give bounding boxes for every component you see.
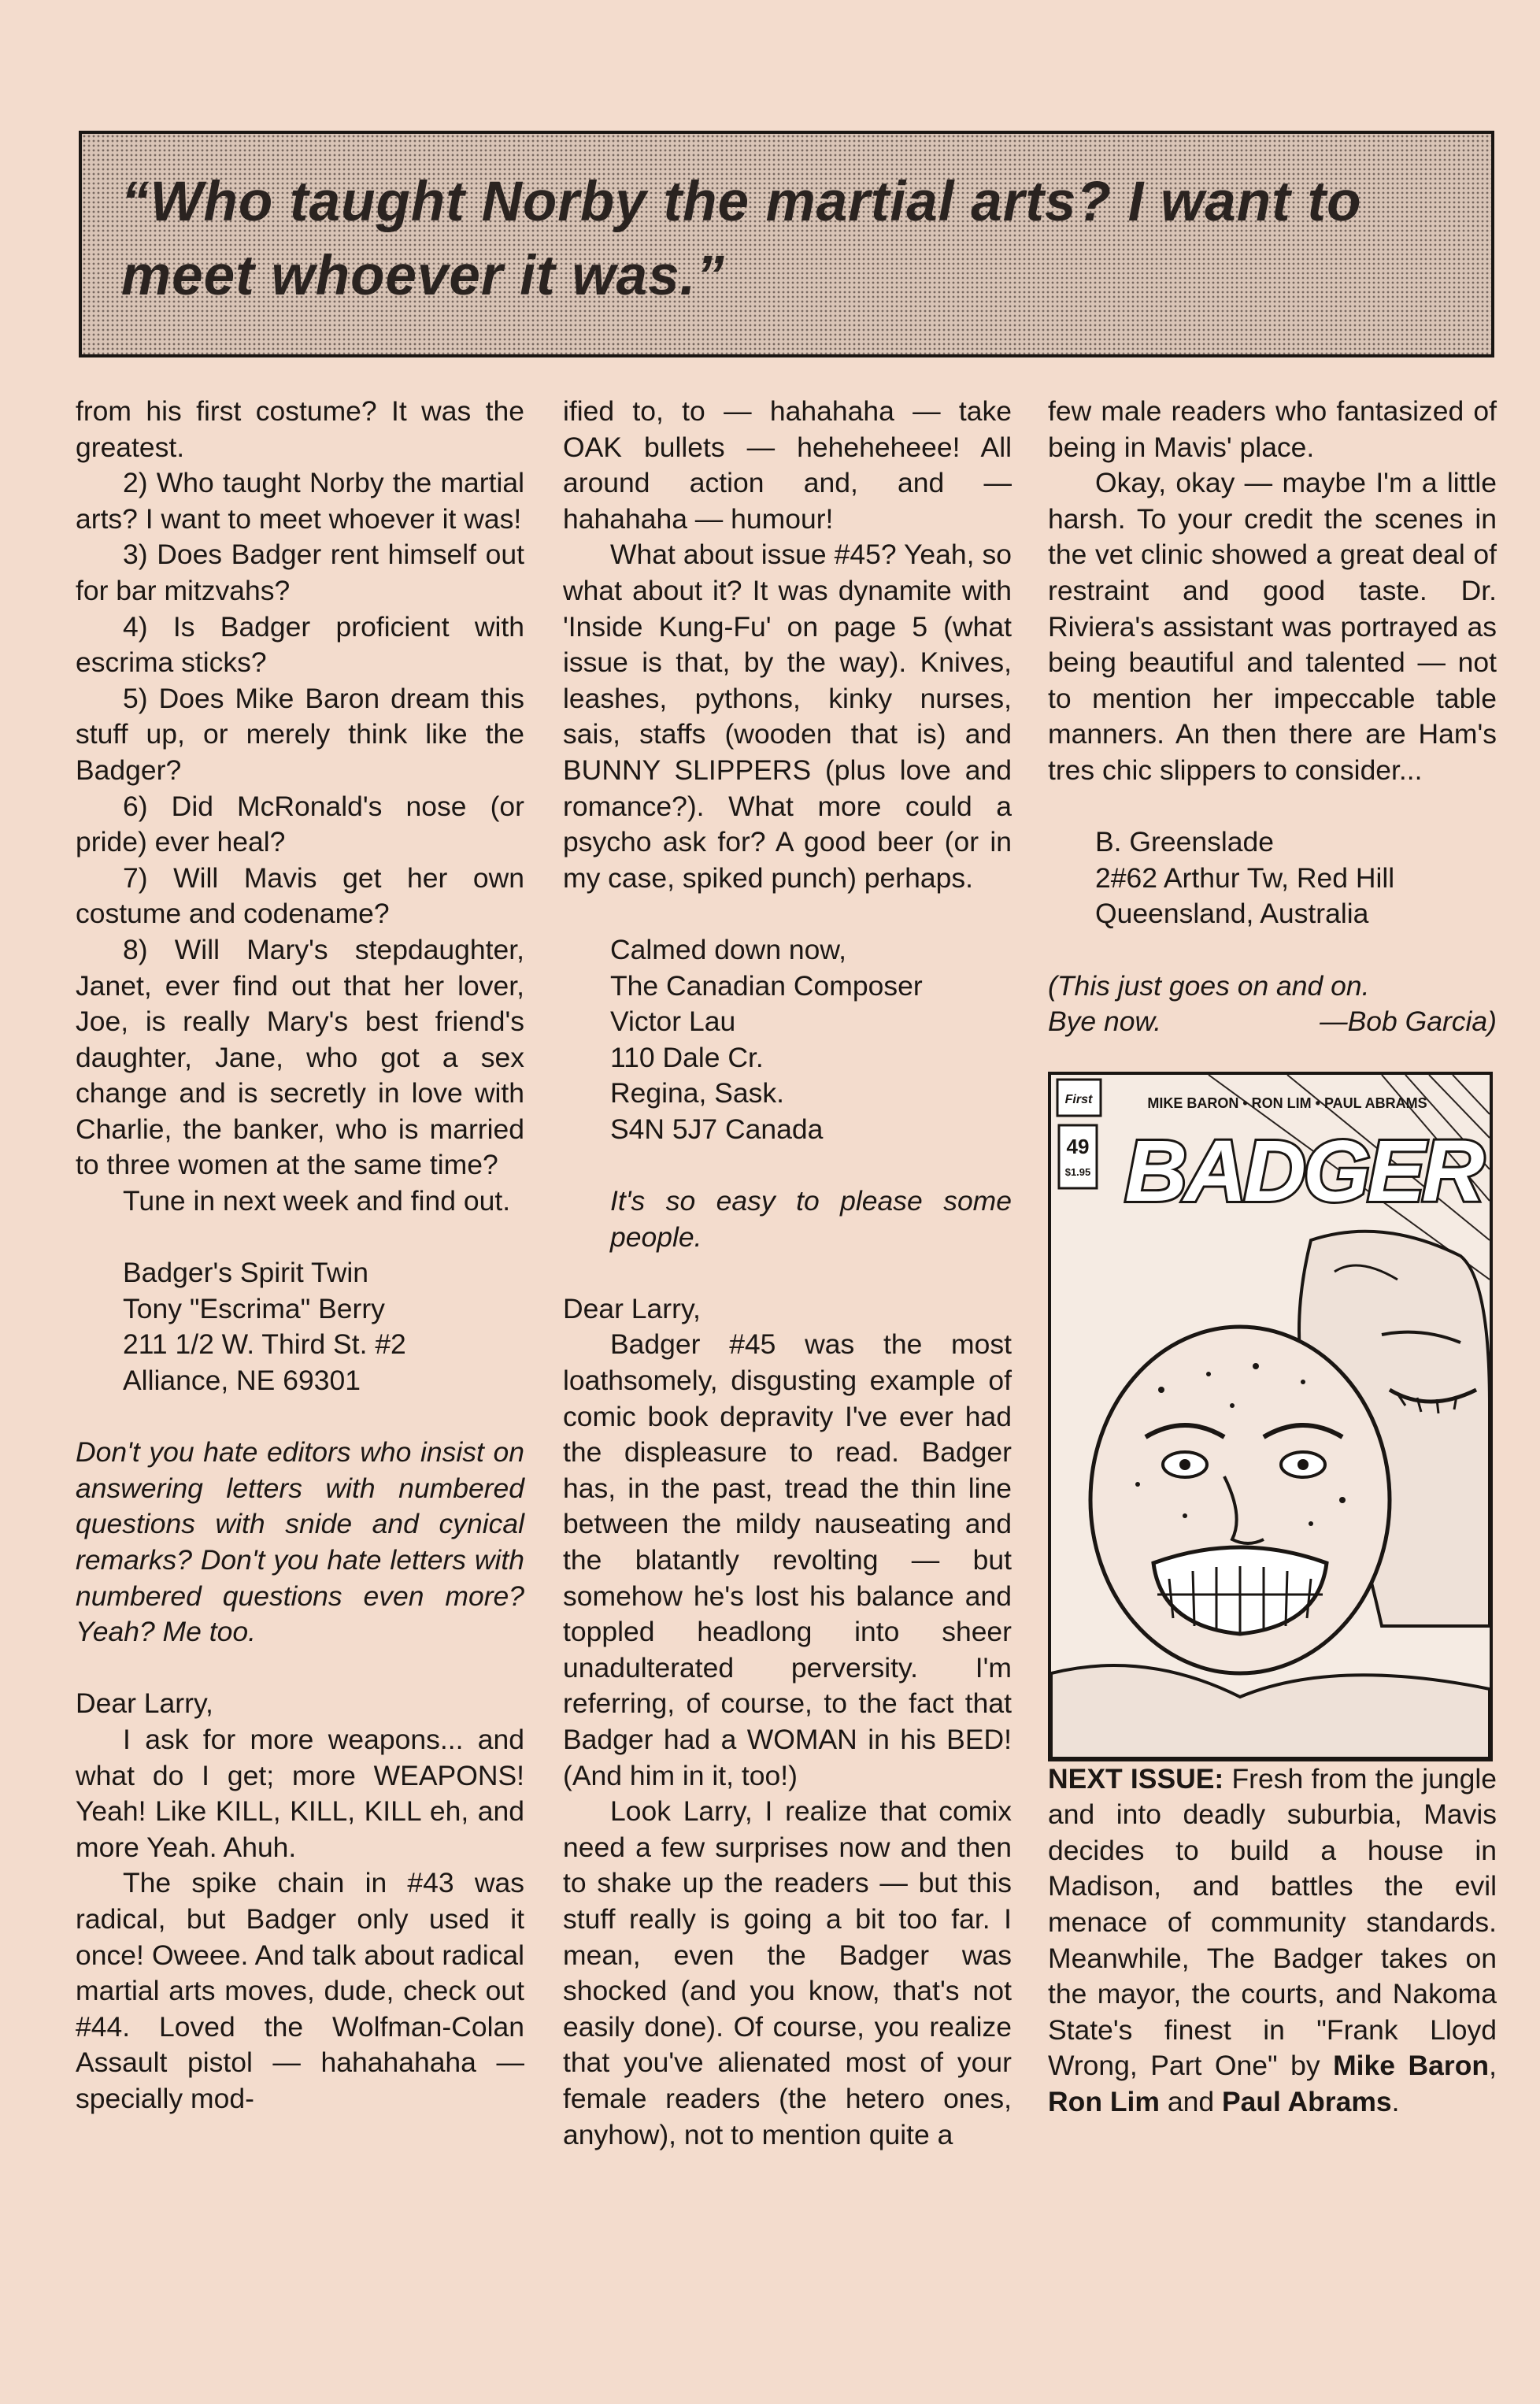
signature-line: 2#62 Arthur Tw, Red Hill [1095,861,1395,894]
column-2 [563,394,1012,2153]
next-issue-blurb [1048,1761,1497,2121]
question-3: 3) Does Badger rent himself out for bar mitzvahs? [76,539,524,606]
pull-quote-text: “Who taught Norby the martial arts? I want to meet whoever it was.” [121,171,1362,307]
letter2-paragraph-1: I ask for more weapons... and what do I get; more WEAPONS! Yeah! Like KILL, KILL, KILL eh, and more Yeah. Ahuh. [76,1723,524,1863]
separator: and [1159,2086,1222,2118]
editor-reply-line: Bye now. [1048,1006,1162,1038]
letter3-signature [1048,824,1497,932]
letter3-paragraph-3: Okay, okay — maybe I'm a little harsh. To your credit the scenes in the vet clinic showed a great deal of restraint and good taste. Dr. Riviera's assistant was portrayed as being beautiful and talented — not to mention her impeccable table manners. An then there are Ham's tres chic slippers to consider... [1048,467,1497,786]
signature-line: Badger's Spirit Twin [123,1257,368,1289]
letter3-paragraph-1: Badger #45 was the most loathsomely, disgusting example of comic book depravity I've ever had the displeasure to read. Badger has, in the past, tread the thin line between the mildy nauseating and the blatantly revolting — but somehow he's lost his balance and toppled headlong into sheer unadulterated perversity. I'm referring, of course, to the fact that Badger had a WOMAN in his BED! (And him in it, too!) [563,1328,1012,1791]
editor-signature: —Bob Garcia) [1320,1006,1497,1038]
question-2: 2) Who taught Norby the martial arts? I want to meet whoever it was! [76,467,524,535]
question-6: 6) Did McRonald's nose (or pride) ever heal? [76,790,524,858]
signature-line: S4N 5J7 Canada [610,1113,824,1145]
signature-line: 211 1/2 W. Third St. #2 [123,1328,406,1361]
question-5: 5) Does Mike Baron dream this stuff up, or merely think like the Badger? [76,682,524,786]
publisher-logo [1057,1080,1101,1116]
pull-quote-box [79,131,1494,357]
issue-number: 49 [1066,1134,1090,1158]
editor-reply-1: Don't you hate editors who insist on answering letters with numbered questions with snide and cynical remarks? Don't you hate letters with numbered questions even more? Yeah? Me too. [76,1436,524,1648]
cover-title: BADGER [1124,1122,1482,1220]
signature-line: The Canadian Composer [610,969,923,1002]
publisher-name: First [1064,1092,1093,1106]
letter2-salutation: Dear Larry, [76,1687,213,1720]
signature-line: Tony "Escrima" Berry [123,1292,385,1324]
column-1 [76,394,524,2117]
editor-reply-3-close [1048,1004,1497,1040]
letter2-signature [563,932,1012,1148]
editor-reply-line: (This just goes on and on. [1048,969,1370,1002]
letter2-paragraph-2: The spike chain in #43 was radical, but Badger only used it once! Oweee. And talk about radical martial arts moves, dude, check out #44. Loved the Wolfman-Colan Assault pistol — hahahahaha — specially mod- [76,1867,524,2114]
letter3-paragraph-2: Look Larry, I realize that comix need a few surprises now and then to shake up the readers — but this stuff really is going a bit too far. I mean, even the Badger was shocked (and you know, that's not easily done). Of course, you realize that you've alienated most of your female readers (the hetero ones, anyhow), not to mention quite a [563,1795,1012,2150]
creator-name: Mike Baron [1333,2050,1490,2082]
letter2-continued: ified to, to — hahahaha — take OAK bullets — heheheheee! All around action and, and — hahahaha — humour! [563,395,1012,535]
separator: , [1489,2050,1497,2082]
next-issue-text: Fresh from the jungle and into deadly suburbia, Mavis decides to build a house in Madison, and battles the evil menace of community standards. Meanwhile, The Badger takes on the mayor, the courts, and Nakoma State's finest in "Frank Lloyd Wrong, Part One" by [1048,1762,1497,2082]
signature-line: Alliance, NE 69301 [123,1365,361,1397]
letter1-closing: Tune in next week and find out. [123,1185,511,1217]
editor-reply-3 [1048,969,1497,1005]
signature-line: B. Greenslade [1095,826,1274,858]
cover-art [1051,1075,1490,1758]
question-8: 8) Will Mary's stepdaughter, Janet, ever find out that her lover, Joe, is really Mary's best friend's daughter, Jane, who got a sex change and is secretly in love with Charlie, the banker, who is married to three women at the same time? [76,933,524,1181]
letter3-salutation: Dear Larry, [563,1292,701,1324]
question-4: 4) Is Badger proficient with escrima sticks? [76,610,524,679]
signature-line: Regina, Sask. [610,1077,785,1109]
editor-reply-2: It's so easy to please some people. [610,1185,1012,1253]
letter2-paragraph-3: What about issue #45? Yeah, so what about it? It was dynamite with 'Inside Kung-Fu' on page 5 (what issue is that, by the way). Knives, leashes, pythons, kinky nurses, sais, staffs (wooden that is) and BUNNY SLIPPERS (plus love and romance?). What more could a psycho ask for? A good beer (or in my case, spiked punch) perhaps. [563,539,1012,894]
cover-credits: MIKE BARON • RON LIM • PAUL ABRAMS [1147,1095,1427,1111]
question-7: 7) Will Mavis get her own costume and codename? [76,861,524,930]
next-issue-label: NEXT ISSUE: [1048,1762,1224,1795]
letter3-continued: few male readers who fantasized of being in Mavis' place. [1048,395,1497,463]
signature-line: Queensland, Australia [1095,898,1369,930]
separator: . [1391,2086,1400,2118]
creator-name: Paul Abrams [1221,2086,1392,2118]
next-issue-cover-image [1048,1072,1493,1761]
letter1-opening: from his first costume? It was the greatest. [76,395,524,463]
letter1-signature [76,1255,524,1398]
signature-line: Victor Lau [610,1006,736,1038]
signature-line: 110 Dale Cr. [610,1041,764,1073]
cover-price: $1.95 [1064,1165,1091,1178]
creator-name: Ron Lim [1048,2086,1160,2118]
signature-line: Calmed down now, [610,933,846,965]
column-3 [1048,394,1497,2121]
